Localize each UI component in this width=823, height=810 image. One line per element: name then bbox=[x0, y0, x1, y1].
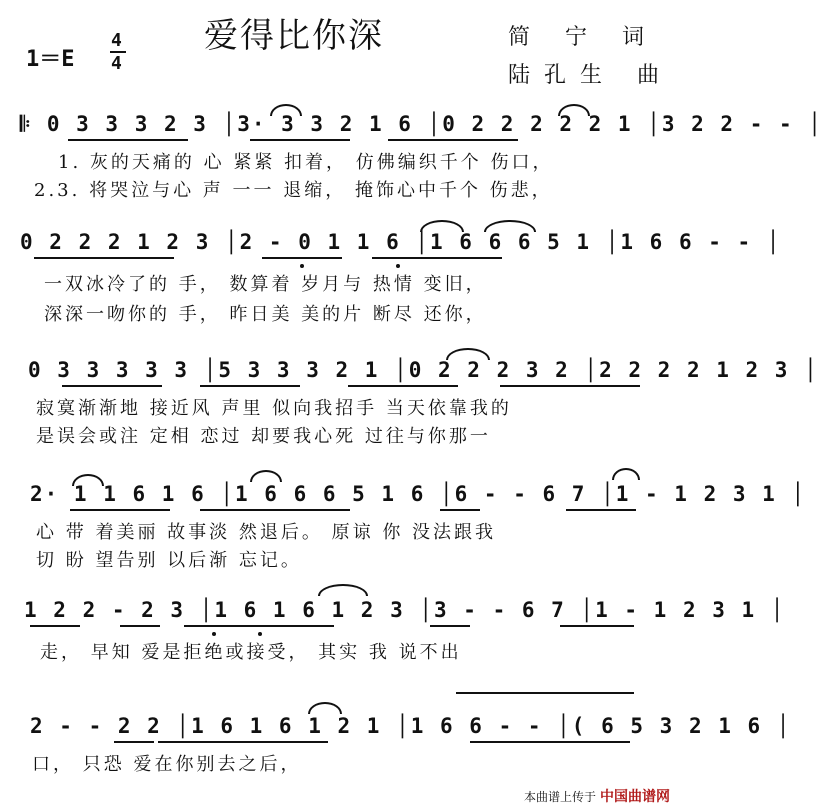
slur-mark bbox=[420, 220, 464, 232]
notes-row-2: 0 2 2 2 1 2 3 │2 - 0 1 1 6 │1 6 6 6 5 1 │1 6 6 - - │ bbox=[20, 230, 782, 254]
underline-mark bbox=[158, 741, 328, 743]
key-signature: 1＝E bbox=[26, 47, 75, 72]
footer-watermark bbox=[524, 786, 670, 806]
underline-mark bbox=[388, 139, 518, 141]
underline-mark bbox=[560, 625, 634, 627]
underline-mark bbox=[348, 385, 458, 387]
underline-mark bbox=[566, 509, 636, 511]
lyric-line-1: 寂寞渐渐地 接近风 声里 似向我招手 当天依靠我的 bbox=[36, 398, 512, 419]
lyric-line-1: 心 带 着美丽 故事淡 然退后。 原谅 你 没法跟我 bbox=[36, 522, 497, 543]
underline-mark bbox=[250, 139, 350, 141]
lyric-line-1: 1. 灰的天痛的 心 紧紧 扣着， 仿佛编织千个 伤口， bbox=[58, 152, 554, 173]
slur-mark bbox=[318, 584, 368, 596]
song-title: 爱得比你深 bbox=[204, 16, 384, 56]
lyricist-credit: 简 宁 词 bbox=[508, 25, 658, 50]
notes-row-3: 0 3 3 3 3 3 │5 3 3 3 2 1 │0 2 2 2 3 2 │2 2 2 2 1 2 3 │ bbox=[28, 358, 819, 382]
notes-row-5: 1 2 2 - 2 3 │1 6 1 6 1 2 3 │3 - - 6 7 │1 - 1 2 3 1 │ bbox=[24, 598, 786, 622]
site-logo[interactable]: 中国曲谱网 bbox=[600, 789, 670, 805]
slur-mark bbox=[270, 104, 302, 116]
slur-mark bbox=[484, 220, 536, 232]
time-signature-bottom: 4 bbox=[111, 53, 122, 74]
repeat-bracket bbox=[456, 692, 634, 694]
composer-credit: 陆孔生 曲 bbox=[508, 63, 673, 88]
underline-mark bbox=[500, 385, 640, 387]
underline-mark bbox=[34, 257, 174, 259]
notes-row-1: 𝄆 0 3 3 3 2 3 │3· 3 3 2 1 6 │0 2 2 2 2 2 1 │3 2 2 - - │ bbox=[20, 112, 823, 136]
underline-mark bbox=[430, 625, 470, 627]
underline-mark bbox=[470, 741, 630, 743]
underline-mark bbox=[262, 257, 342, 259]
low-octave-dot bbox=[212, 632, 216, 636]
underline-mark bbox=[114, 741, 154, 743]
slur-mark bbox=[558, 104, 590, 116]
underline-mark bbox=[184, 625, 334, 627]
notes-row-6: 2 - - 2 2 │1 6 1 6 1 2 1 │1 6 6 - - │( 6 5 3 2 1 6 │ bbox=[30, 714, 792, 738]
underline-mark bbox=[120, 625, 160, 627]
underline-mark bbox=[30, 625, 80, 627]
slur-mark bbox=[250, 470, 282, 482]
slur-mark bbox=[72, 474, 104, 486]
underline-mark bbox=[372, 257, 502, 259]
low-octave-dot bbox=[396, 264, 400, 268]
lyric-line-1: 一双冰冷了的 手， 数算着 岁月与 热情 变旧， bbox=[44, 274, 487, 295]
lyric-line-1: 走， 早知 爱是拒绝或接受， 其实 我 说不出 bbox=[40, 642, 462, 663]
underline-mark bbox=[200, 385, 300, 387]
time-signature-top: 4 bbox=[111, 30, 122, 51]
lyric-line-2: 切 盼 望告别 以后渐 忘记。 bbox=[36, 550, 302, 571]
underline-mark bbox=[62, 385, 162, 387]
notes-row-4: 2· 1 1 6 1 6 │1 6 6 6 5 1 6 │6 - - 6 7 │1 - 1 2 3 1 │ bbox=[30, 482, 807, 506]
low-octave-dot bbox=[300, 264, 304, 268]
underline-mark bbox=[440, 509, 480, 511]
low-octave-dot bbox=[258, 632, 262, 636]
underline-mark bbox=[68, 139, 188, 141]
lyric-line-2: 2.3. 将哭泣与心 声 一一 退缩， 掩饰心中千个 伤悲， bbox=[34, 180, 553, 201]
underline-mark bbox=[200, 509, 350, 511]
lyric-line-2: 深深一吻你的 手， 昨日美 美的片 断尽 还你， bbox=[44, 304, 487, 325]
slur-mark bbox=[446, 348, 490, 360]
underline-mark bbox=[70, 509, 170, 511]
footer-text: 本曲谱上传于 bbox=[523, 790, 596, 804]
lyric-line-2: 是误会或注 定相 恋过 却要我心死 过往与你那一 bbox=[36, 426, 491, 447]
lyric-line-1: 口， 只恐 爱在你别去之后， bbox=[32, 754, 302, 775]
slur-mark bbox=[612, 468, 640, 480]
slur-mark bbox=[308, 702, 342, 714]
